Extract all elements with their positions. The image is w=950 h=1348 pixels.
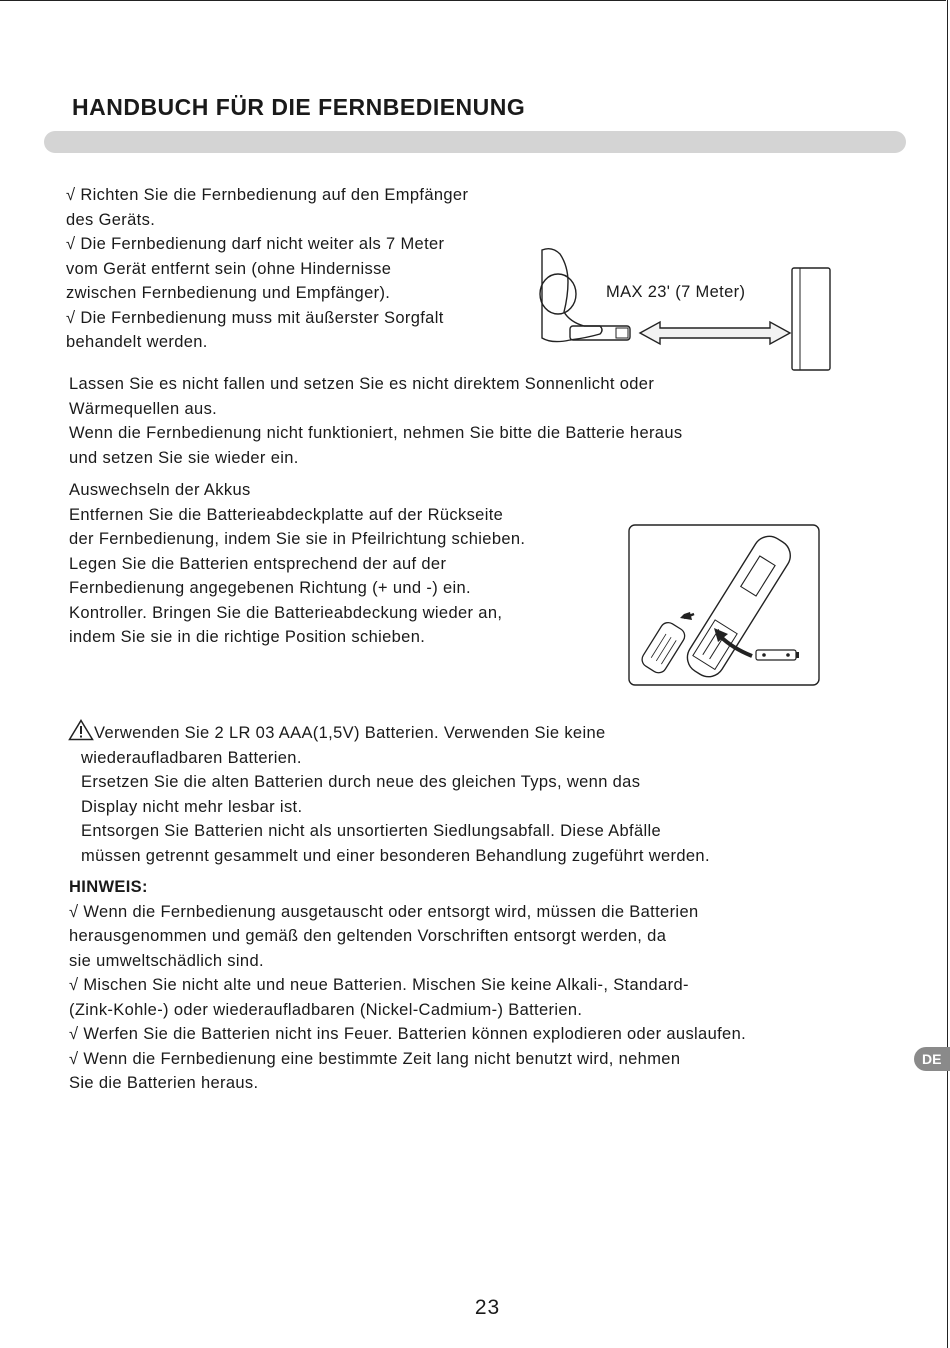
care-line: und setzen Sie sie wieder ein. (69, 448, 299, 467)
replace-line: Fernbedienung angegebenen Richtung (+ und -) ein. (69, 579, 471, 597)
page-border-top (0, 0, 946, 1)
care-line: Lassen Sie es nicht fallen und setzen Sie es nicht direktem Sonnenlicht oder (69, 375, 655, 393)
warning-line-text: Verwenden Sie 2 LR 03 AAA(1,5V) Batterien. Verwenden Sie keine (94, 724, 606, 742)
range-illustration (530, 238, 835, 376)
warning-line (68, 719, 838, 746)
notes-line: sie umweltschädlich sind. (69, 951, 264, 970)
language-tab: DE (914, 1047, 950, 1071)
care-line: Wenn die Fernbedienung nicht funktioniert, nehmen Sie bitte die Batterie heraus (69, 424, 683, 442)
notes-line: √ Mischen Sie nicht alte und neue Batterien. Mischen Sie keine Alkali-, Standard- (69, 976, 689, 994)
max-distance-label: MAX 23' (7 Meter) (606, 283, 746, 301)
intro-line: vom Gerät entfernt sein (ohne Hindernisse (66, 259, 392, 278)
notes-line: √ Werfen Sie die Batterien nicht ins Feuer. Batterien können explodieren oder auslaufen. (69, 1025, 747, 1043)
replace-line: Entfernen Sie die Batterieabdeckplatte auf der Rückseite (69, 505, 504, 524)
page-number: 23 (474, 1296, 501, 1319)
intro-line: √ Richten Sie die Fernbedienung auf den Empfänger (66, 186, 469, 204)
warning-line: Display nicht mehr lesbar ist. (81, 797, 303, 816)
notes-line: √ Wenn die Fernbedienung ausgetauscht oder entsorgt wird, müssen die Batterien (69, 902, 699, 921)
title-underline-bar (44, 131, 906, 153)
notes-heading: HINWEIS: (69, 878, 148, 896)
warning-line: Ersetzen Sie die alten Batterien durch neue des gleichen Typs, wenn das (81, 773, 641, 791)
notes-line: (Zink-Kohle-) oder wiederaufladbaren (Nickel-Cadmium-) Batterien. (69, 1000, 583, 1019)
replace-line: Legen Sie die Batterien entsprechend der auf der (69, 554, 447, 573)
notes-line: herausgenommen und gemäß den geltenden Vorschriften entsorgt werden, da (69, 927, 667, 945)
warning-triangle-icon (68, 719, 94, 741)
intro-line: √ Die Fernbedienung darf nicht weiter als 7 Meter (66, 235, 445, 253)
replace-line: der Fernbedienung, indem Sie sie in Pfeilrichtung schieben. (69, 530, 526, 548)
intro-line: des Geräts. (66, 210, 156, 229)
battery-illustration (628, 524, 822, 688)
intro-line: behandelt werden. (66, 333, 208, 351)
warning-line: wiederaufladbaren Batterien. (81, 748, 302, 767)
care-line: Wärmequellen aus. (69, 399, 218, 418)
replace-line: indem Sie sie in die richtige Position schieben. (69, 628, 426, 646)
warning-line: Entsorgen Sie Batterien nicht als unsortierten Siedlungsabfall. Diese Abfälle (81, 822, 662, 840)
intro-line: √ Die Fernbedienung muss mit äußerster Sorgfalt (66, 308, 444, 327)
battery-icon (756, 650, 796, 660)
warning-line: müssen getrennt gesammelt und einer besonderen Behandlung zugeführt werden. (81, 846, 710, 865)
page-title: HANDBUCH FÜR DIE FERNBEDIENUNG (72, 94, 526, 120)
double-arrow-icon (640, 322, 790, 344)
care-paragraph (69, 372, 829, 470)
intro-paragraph (66, 183, 536, 355)
replace-line: Kontroller. Bringen Sie die Batterieabdeckung wieder an, (69, 603, 503, 622)
page-border-right (947, 0, 948, 1348)
notes-section (69, 875, 889, 1096)
notes-line: √ Wenn die Fernbedienung eine bestimmte Zeit lang nicht benutzt wird, nehmen (69, 1049, 681, 1068)
notes-line: Sie die Batterien heraus. (69, 1074, 259, 1092)
battery-replacement-paragraph (69, 478, 629, 650)
battery-warning (68, 719, 838, 868)
replace-line: Auswechseln der Akkus (69, 481, 251, 499)
receiver-unit-icon (792, 268, 830, 370)
hand-with-remote-illustration (530, 238, 835, 376)
remote-battery-compartment-icon (628, 524, 822, 688)
intro-line: zwischen Fernbedienung und Empfänger). (66, 284, 391, 302)
